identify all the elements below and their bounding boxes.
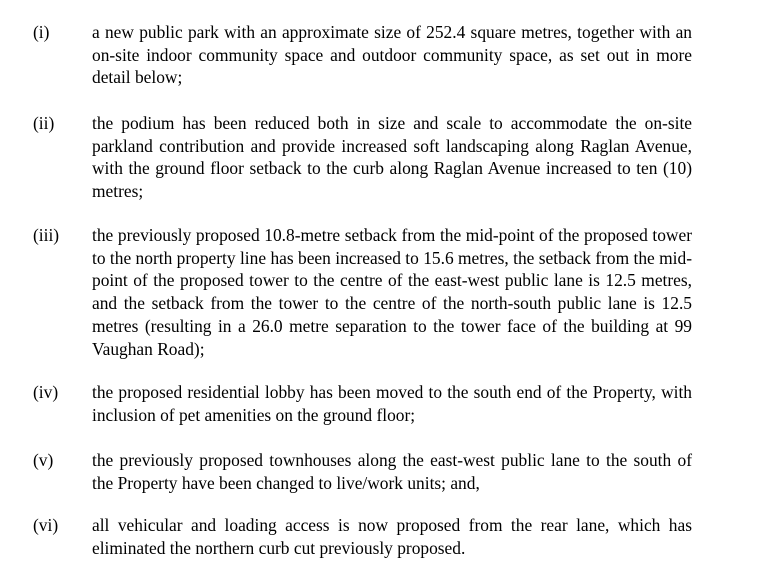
item-text: all vehicular and loading access is now proposed from the rear lane, which has eliminated the northern curb cut previously proposed. <box>92 515 692 558</box>
item-number: (v) <box>33 450 54 470</box>
item-text: a new public park with an approximate size of 252.4 square metres, together with an on-site indoor community space and outdoor community space, as set out in more detail below; <box>92 22 692 88</box>
item-number: (vi) <box>33 515 59 535</box>
item-text: the previously proposed 10.8-metre setback from the mid-point of the proposed tower to the north property line has been increased to 15.6 metres, the setback from the mid-point of the proposed tower to the centre of the east-west public lane is 12.5 metres, and the setback from the tower to the centre of the north-south public lane is 12.5 metres (resulting in a 26.0 metre separation to the tower face of the building at 99 Vaughan Road); <box>92 225 692 359</box>
item-number: (ii) <box>33 113 55 133</box>
item-number: (iii) <box>33 225 60 245</box>
item-text: the podium has been reduced both in size and scale to accommodate the on-site parkland contribution and provide increased soft landscaping along Raglan Avenue, with the ground floor setback to the curb along Raglan Avenue increased to ten (10) metres; <box>92 113 692 202</box>
item-text: the proposed residential lobby has been moved to the south end of the Property, with inclusion of pet amenities on the ground floor; <box>92 382 692 425</box>
item-number: (i) <box>33 22 50 42</box>
item-number: (iv) <box>33 382 59 402</box>
item-text: the previously proposed townhouses along the east-west public lane to the south of the Property have been changed to live/work units; and, <box>92 450 692 493</box>
